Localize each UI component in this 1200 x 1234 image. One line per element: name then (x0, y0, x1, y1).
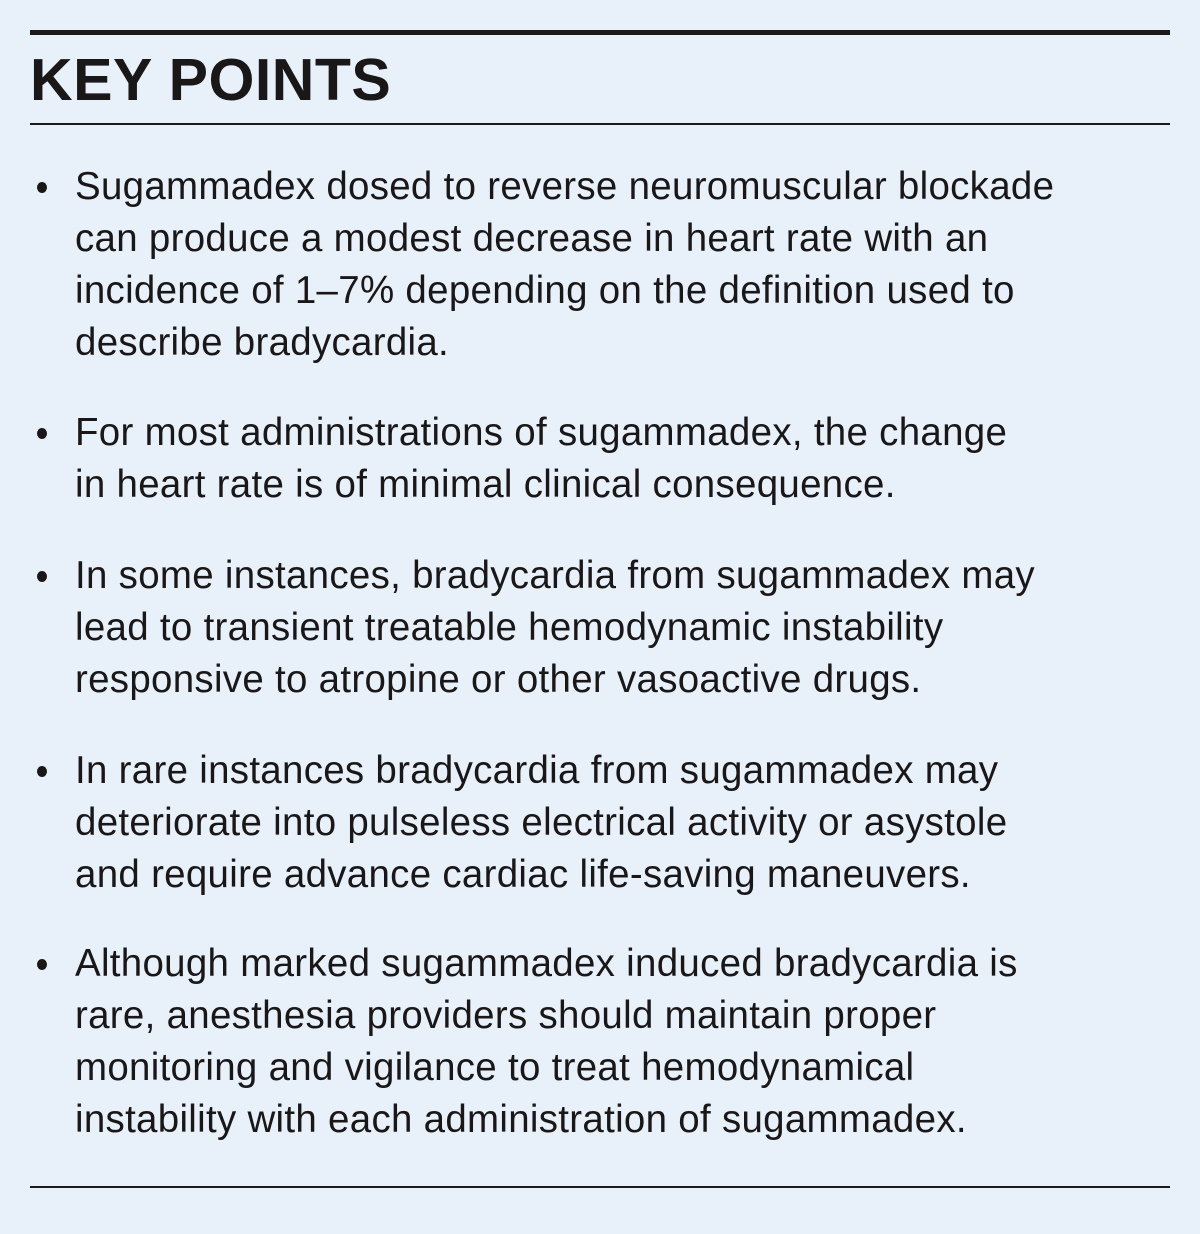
key-point-2 (75, 407, 1185, 511)
text-line: In rare instances bradycardia from sugammadex may (75, 749, 999, 792)
text-line: lead to transient treatable hemodynamic instability (75, 606, 944, 649)
key-point-text (75, 550, 1185, 706)
text-line: rare, anesthesia providers should maintain proper (75, 994, 937, 1037)
bullet-icon (37, 428, 47, 439)
text-line: Sugammadex dosed to reverse neuromuscular blockade (75, 165, 1055, 208)
key-point-text (75, 161, 1185, 369)
text-line: instability with each administration of sugammadex. (75, 1098, 967, 1141)
bullet-icon (37, 571, 47, 582)
bullet-icon (37, 182, 47, 193)
text-line: Although marked sugammadex induced bradycardia is (75, 942, 1018, 985)
key-point-4 (75, 745, 1185, 901)
text-line: in heart rate is of minimal clinical consequence. (75, 463, 896, 506)
bullet-icon (37, 959, 47, 970)
key-point-text (75, 407, 1185, 511)
text-line: incidence of 1–7% depending on the definition used to (75, 269, 1015, 312)
text-line: deteriorate into pulseless electrical activity or asystole (75, 801, 1008, 844)
text-line: describe bradycardia. (75, 321, 450, 364)
key-point-text (75, 938, 1185, 1146)
text-line: can produce a modest decrease in heart rate with an (75, 217, 989, 260)
key-point-3 (75, 550, 1185, 706)
bullet-icon (37, 766, 47, 777)
key-point-text (75, 745, 1185, 901)
bottom-rule (30, 1186, 1170, 1188)
text-line: For most administrations of sugammadex, the change (75, 411, 1008, 454)
key-points-heading: KEY POINTS (30, 47, 392, 113)
key-point-1 (75, 161, 1185, 369)
heading-rule (30, 123, 1170, 125)
text-line: In some instances, bradycardia from sugammadex may (75, 554, 1035, 597)
key-point-5 (75, 938, 1185, 1146)
top-rule (30, 30, 1170, 35)
text-line: monitoring and vigilance to treat hemodynamical (75, 1046, 915, 1089)
text-line: responsive to atropine or other vasoactive drugs. (75, 658, 922, 701)
text-line: and require advance cardiac life-saving maneuvers. (75, 853, 971, 896)
